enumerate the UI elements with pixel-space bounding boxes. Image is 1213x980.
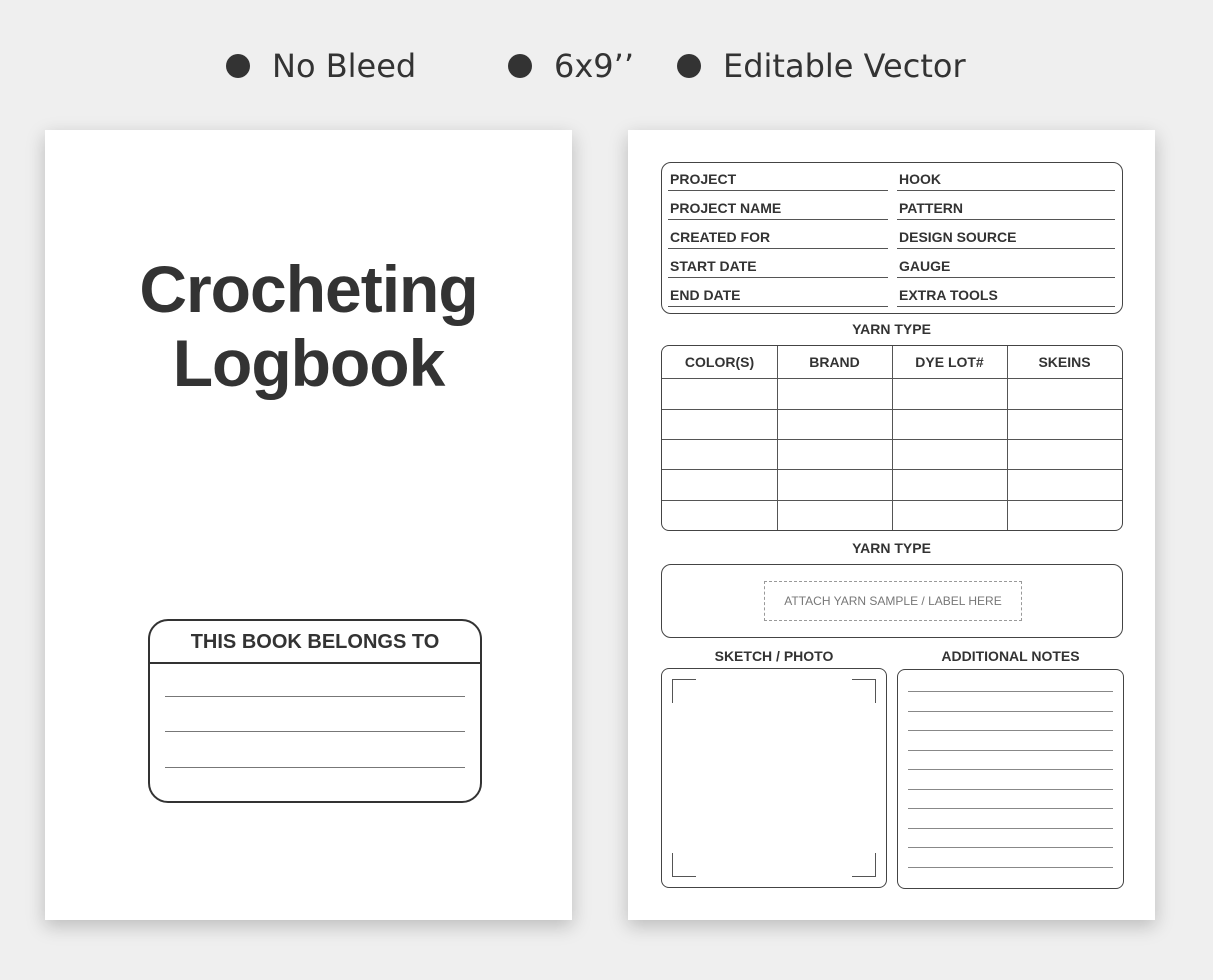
sketch-title: SKETCH / PHOTO bbox=[714, 648, 834, 664]
frame-corner-icon bbox=[852, 679, 876, 703]
feature-label: No Bleed bbox=[272, 47, 417, 85]
note-line bbox=[908, 730, 1113, 731]
yarn-table-header: SKEINS bbox=[1038, 354, 1091, 370]
note-line bbox=[908, 808, 1113, 809]
belongs-to-label: THIS BOOK BELONGS TO bbox=[150, 621, 480, 664]
yarn-sample-box bbox=[661, 564, 1123, 638]
yarn-table-header: DYE LOT# bbox=[915, 354, 984, 370]
note-line bbox=[908, 691, 1113, 692]
field-hook: HOOK bbox=[897, 165, 1115, 191]
field-end-date: END DATE bbox=[668, 281, 888, 307]
frame-corner-icon bbox=[672, 853, 696, 877]
write-line bbox=[165, 731, 465, 732]
field-pattern: PATTERN bbox=[897, 194, 1115, 220]
write-line bbox=[165, 767, 465, 768]
field-project: PROJECT bbox=[668, 165, 888, 191]
project-info-box bbox=[661, 162, 1123, 314]
feature-size bbox=[508, 44, 634, 88]
feature-label: Editable Vector bbox=[723, 47, 966, 85]
log-page bbox=[628, 130, 1155, 920]
yarn-table-header: COLOR(S) bbox=[684, 354, 755, 370]
table-col-divider bbox=[777, 346, 778, 530]
write-line bbox=[165, 696, 465, 697]
field-gauge: GAUGE bbox=[897, 252, 1115, 278]
additional-notes-box bbox=[897, 669, 1124, 889]
bullet-icon bbox=[677, 54, 701, 78]
table-col-divider bbox=[1007, 346, 1008, 530]
cover-title-line1: Crocheting bbox=[139, 252, 478, 326]
sample-title: YARN TYPE bbox=[852, 540, 931, 556]
feature-editable-vector bbox=[677, 44, 966, 88]
yarn-table-title: YARN TYPE bbox=[852, 321, 931, 337]
field-start-date: START DATE bbox=[668, 252, 888, 278]
note-line bbox=[908, 769, 1113, 770]
bullet-icon bbox=[226, 54, 250, 78]
bullet-icon bbox=[508, 54, 532, 78]
notes-title: ADDITIONAL NOTES bbox=[941, 648, 1080, 664]
field-created-for: CREATED FOR bbox=[668, 223, 888, 249]
note-line bbox=[908, 750, 1113, 751]
cover-page bbox=[45, 130, 572, 920]
feature-no-bleed bbox=[226, 44, 416, 88]
frame-corner-icon bbox=[672, 679, 696, 703]
field-extra-tools: EXTRA TOOLS bbox=[897, 281, 1115, 307]
note-line bbox=[908, 847, 1113, 848]
sample-placeholder: ATTACH YARN SAMPLE / LABEL HERE bbox=[764, 581, 1022, 621]
cover-title bbox=[45, 252, 572, 400]
field-design-source: DESIGN SOURCE bbox=[897, 223, 1115, 249]
frame-corner-icon bbox=[852, 853, 876, 877]
table-col-divider bbox=[892, 346, 893, 530]
feature-label: 6x9’’ bbox=[554, 47, 634, 85]
note-line bbox=[908, 711, 1113, 712]
feature-bar bbox=[0, 44, 1213, 88]
note-line bbox=[908, 867, 1113, 868]
note-line bbox=[908, 828, 1113, 829]
cover-title-line2: Logbook bbox=[172, 326, 445, 400]
field-project-name: PROJECT NAME bbox=[668, 194, 888, 220]
belongs-to-box bbox=[148, 619, 482, 803]
note-line bbox=[908, 789, 1113, 790]
yarn-table bbox=[661, 345, 1123, 531]
yarn-table-header: BRAND bbox=[809, 354, 860, 370]
sketch-photo-box bbox=[661, 668, 887, 888]
